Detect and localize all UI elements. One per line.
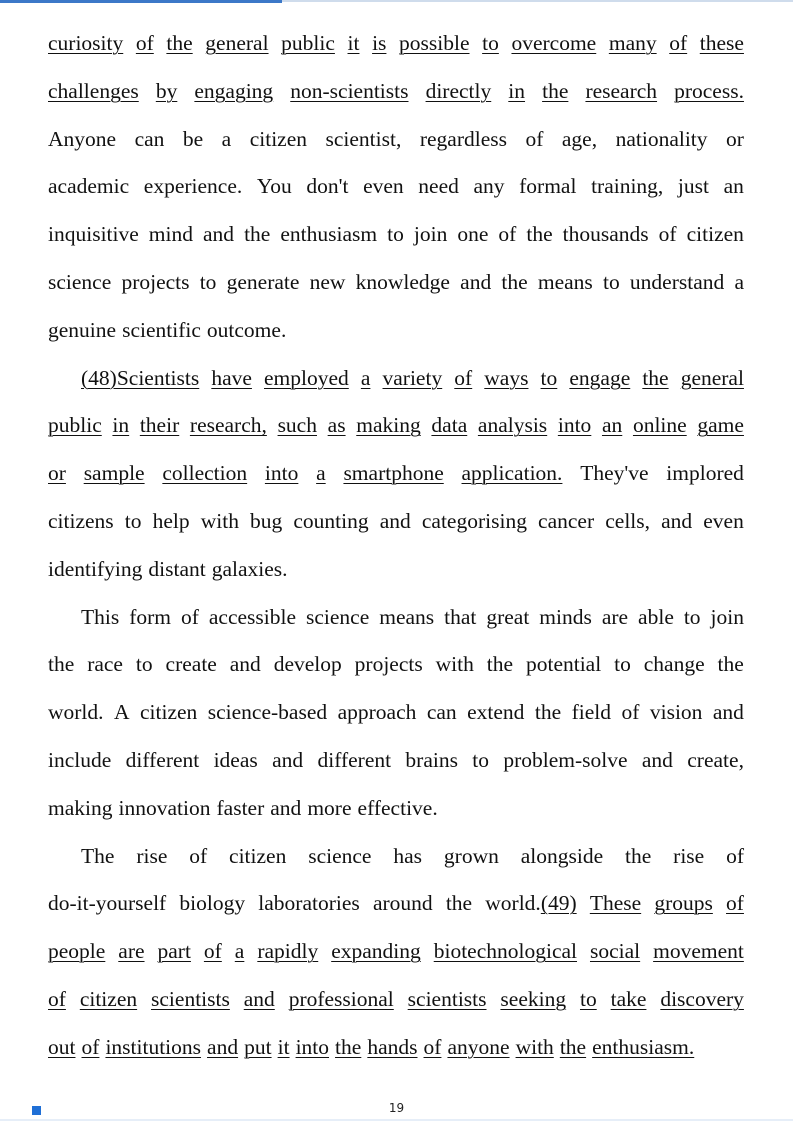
- word: collection: [162, 461, 248, 486]
- word: engaging: [194, 78, 274, 103]
- word: can: [426, 700, 457, 725]
- text-line: [48, 689, 744, 737]
- word: to: [540, 365, 558, 390]
- word: such: [277, 413, 317, 438]
- word: many: [608, 31, 657, 55]
- text-line: [48, 450, 744, 498]
- word: a: [234, 939, 245, 964]
- word: in: [112, 413, 130, 438]
- word: a: [221, 126, 232, 151]
- word: have: [211, 365, 252, 390]
- word: rise: [136, 843, 168, 868]
- word: and: [270, 795, 302, 820]
- word: their: [139, 413, 180, 438]
- word: the: [501, 269, 528, 294]
- word: professional: [288, 986, 394, 1011]
- word: sample: [83, 461, 145, 486]
- word: identifying: [48, 556, 143, 581]
- word: can: [134, 126, 165, 151]
- word: are: [601, 604, 629, 629]
- word: enthusiasm: [280, 222, 378, 247]
- word: public: [281, 31, 335, 55]
- word: engage: [569, 365, 631, 390]
- word: making: [356, 413, 421, 438]
- word: put: [244, 1034, 272, 1059]
- word: and: [460, 269, 492, 294]
- word: a: [316, 461, 326, 486]
- word: scientist,: [325, 126, 402, 151]
- word: include: [48, 747, 112, 772]
- word: movement: [653, 939, 744, 964]
- word: into: [264, 461, 299, 486]
- word: great: [486, 604, 530, 629]
- word: citizen: [249, 126, 308, 151]
- word: projects: [354, 652, 423, 677]
- word: rise: [673, 843, 705, 868]
- word: around: [372, 891, 433, 916]
- word: to: [614, 652, 631, 677]
- top-header-rule: [0, 0, 793, 3]
- word: the: [526, 222, 553, 247]
- word: and: [203, 222, 235, 247]
- word: and: [243, 986, 275, 1011]
- word: citizen: [229, 843, 287, 868]
- word: into: [557, 413, 592, 438]
- word: means: [537, 269, 593, 294]
- word: and: [712, 700, 744, 725]
- word: citizen: [686, 222, 744, 247]
- word: citizens: [48, 508, 114, 533]
- word: scientific: [122, 317, 201, 342]
- word: Anyone: [48, 126, 117, 151]
- word: A: [114, 700, 130, 725]
- word: these: [699, 31, 744, 55]
- word: enthusiasm.: [592, 1034, 695, 1059]
- word: discovery: [660, 986, 744, 1011]
- word: create,: [687, 747, 744, 772]
- word: of: [726, 843, 744, 868]
- word: nationality: [615, 126, 708, 151]
- word: develop: [273, 652, 342, 677]
- text-line: [48, 1024, 744, 1072]
- word: employed: [264, 365, 349, 390]
- word: thousands: [562, 222, 649, 247]
- word: online: [632, 413, 687, 438]
- word: hands: [367, 1034, 418, 1059]
- text-line: [48, 928, 744, 976]
- word: field: [571, 700, 612, 725]
- word: and: [379, 508, 411, 533]
- word: join: [413, 222, 448, 247]
- word: an: [723, 174, 744, 199]
- word: just: [677, 174, 709, 199]
- word: of: [658, 222, 677, 247]
- word: of: [135, 31, 154, 55]
- word: analysis: [477, 413, 548, 438]
- word: The: [81, 843, 115, 868]
- text-line: [48, 355, 744, 403]
- word: in: [508, 78, 526, 103]
- word: science: [48, 269, 112, 294]
- word: do-it-yourself: [48, 891, 167, 916]
- word: an: [601, 413, 623, 438]
- word: to: [579, 986, 597, 1011]
- word: of: [669, 31, 688, 55]
- word: cancer: [538, 508, 595, 533]
- word: overcome: [511, 31, 597, 55]
- word: and: [229, 652, 261, 677]
- word: to: [482, 31, 499, 55]
- text-line: [48, 880, 744, 928]
- word: game: [697, 413, 744, 438]
- word: even: [703, 508, 744, 533]
- word: the: [559, 1034, 587, 1059]
- word: brains: [405, 747, 458, 772]
- word: a: [734, 269, 744, 294]
- word: different: [125, 747, 200, 772]
- word: public: [48, 413, 102, 438]
- word: potential: [525, 652, 602, 677]
- word: the: [48, 652, 75, 677]
- page-number: 19: [388, 1101, 405, 1115]
- word: are: [118, 939, 145, 964]
- word: of: [180, 604, 199, 629]
- word: effective.: [357, 795, 438, 820]
- text-line: [48, 498, 744, 546]
- word: and: [207, 1034, 239, 1059]
- word: vision: [649, 700, 703, 725]
- word: of: [726, 891, 744, 916]
- word: scientists: [407, 986, 487, 1011]
- word: social: [589, 939, 641, 964]
- word: categorising: [421, 508, 527, 533]
- word: institutions: [105, 1034, 202, 1059]
- word: change: [643, 652, 705, 677]
- word: ways: [484, 365, 529, 390]
- word: world.: [48, 700, 104, 725]
- word: of: [81, 1034, 100, 1059]
- page-marker-icon: [32, 1106, 41, 1115]
- word: and: [272, 747, 304, 772]
- word: by: [155, 78, 178, 103]
- word: anyone: [447, 1034, 510, 1059]
- word: of: [203, 939, 222, 964]
- text-line: [48, 68, 744, 116]
- word: variety: [382, 365, 443, 390]
- word: it: [347, 31, 360, 55]
- word: accessible: [208, 604, 297, 629]
- word: need: [418, 174, 459, 199]
- word: even: [363, 174, 404, 199]
- word: is: [372, 31, 387, 55]
- word: regardless: [419, 126, 507, 151]
- word: to: [683, 604, 701, 629]
- word: to: [472, 747, 490, 772]
- text-line: [48, 833, 744, 881]
- word: into: [295, 1034, 330, 1059]
- word: the: [445, 891, 473, 916]
- word: challenges: [48, 78, 139, 103]
- text-line: [48, 976, 744, 1024]
- header-rule-accent: [0, 0, 282, 3]
- word: formal: [519, 174, 577, 199]
- word: research: [585, 78, 658, 103]
- word: alongside: [520, 843, 604, 868]
- word: or: [726, 126, 744, 151]
- word: a: [360, 365, 371, 390]
- text-line: [48, 211, 744, 259]
- word: cells,: [605, 508, 651, 533]
- word: the: [534, 700, 562, 725]
- word: science-based: [207, 700, 328, 725]
- word: galaxies.: [211, 556, 288, 581]
- text-line: [48, 546, 744, 594]
- word: it: [277, 1034, 290, 1059]
- word: the: [335, 1034, 362, 1059]
- word: ideas: [213, 747, 258, 772]
- word: of: [621, 700, 640, 725]
- word: as: [327, 413, 346, 438]
- word: with: [435, 652, 474, 677]
- word: science: [305, 604, 370, 629]
- word: This: [81, 604, 120, 629]
- word: different: [317, 747, 392, 772]
- word: These: [589, 891, 642, 916]
- word: directly: [425, 78, 492, 103]
- word: implored: [666, 461, 744, 486]
- word: with: [200, 508, 239, 533]
- text-line: [48, 163, 744, 211]
- word: with: [515, 1034, 554, 1059]
- word: knowledge: [355, 269, 450, 294]
- word: join: [710, 604, 744, 629]
- word: to: [603, 269, 620, 294]
- word: innovation: [118, 795, 211, 820]
- word: create: [165, 652, 217, 677]
- word: laboratories: [258, 891, 360, 916]
- word: citizen: [79, 986, 138, 1011]
- word: outcome.: [206, 317, 287, 342]
- word: biotechnological: [433, 939, 578, 964]
- word: be: [182, 126, 204, 151]
- word: grown: [443, 843, 499, 868]
- word: rapidly: [257, 939, 319, 964]
- document-body: [48, 20, 744, 1072]
- word: possible: [399, 31, 470, 55]
- word: out: [48, 1034, 76, 1059]
- word: extend: [467, 700, 525, 725]
- word: understand: [629, 269, 725, 294]
- word: the: [625, 843, 652, 868]
- word: that: [444, 604, 477, 629]
- word: of: [423, 1034, 442, 1059]
- word: the: [486, 652, 514, 677]
- word: of: [454, 365, 473, 390]
- word: form: [129, 604, 171, 629]
- word: to: [124, 508, 142, 533]
- word: more: [307, 795, 352, 820]
- word: of: [525, 126, 544, 151]
- word: people: [48, 939, 106, 964]
- word: data: [431, 413, 468, 438]
- word: You: [256, 174, 292, 199]
- word: generate: [226, 269, 300, 294]
- word: the: [717, 652, 744, 677]
- word: science: [308, 843, 372, 868]
- word: world.(49): [485, 891, 577, 916]
- word: the: [642, 365, 669, 390]
- word: seeking: [500, 986, 567, 1011]
- word: don't: [306, 174, 349, 199]
- word: and: [641, 747, 673, 772]
- word: mind: [148, 222, 193, 247]
- word: academic: [48, 174, 130, 199]
- word: to: [135, 652, 153, 677]
- text-line: [48, 785, 744, 833]
- word: new: [309, 269, 346, 294]
- word: inquisitive: [48, 222, 139, 247]
- text-line: [48, 116, 744, 164]
- word: non-scientists: [290, 78, 409, 103]
- text-line: [48, 402, 744, 450]
- word: the: [542, 78, 569, 103]
- word: scientists: [151, 986, 230, 1011]
- word: smartphone: [343, 461, 444, 486]
- word: They've: [580, 461, 649, 486]
- word: means: [379, 604, 435, 629]
- word: or: [48, 461, 66, 486]
- word: to: [387, 222, 404, 247]
- word: application.: [461, 461, 563, 486]
- word: genuine: [48, 317, 117, 342]
- text-line: [48, 20, 744, 68]
- word: to: [199, 269, 217, 294]
- word: citizen: [139, 700, 198, 725]
- word: training,: [591, 174, 664, 199]
- word: minds: [539, 604, 592, 629]
- word: problem-solve: [503, 747, 628, 772]
- word: process.: [674, 78, 744, 103]
- word: faster: [216, 795, 265, 820]
- word: curiosity: [48, 31, 124, 55]
- word: experience.: [143, 174, 243, 199]
- word: making: [48, 795, 113, 820]
- word: (48)Scientists: [81, 365, 200, 390]
- word: part: [157, 939, 191, 964]
- text-line: [48, 259, 744, 307]
- word: help: [152, 508, 190, 533]
- word: take: [610, 986, 647, 1011]
- word: groups: [654, 891, 713, 916]
- word: age,: [561, 126, 598, 151]
- text-line: [48, 307, 744, 355]
- word: any: [473, 174, 505, 199]
- word: able: [638, 604, 674, 629]
- word: of: [498, 222, 517, 247]
- text-line: [48, 641, 744, 689]
- word: has: [393, 843, 423, 868]
- word: counting: [293, 508, 369, 533]
- word: bug: [250, 508, 283, 533]
- text-line: [48, 737, 744, 785]
- word: research,: [189, 413, 267, 438]
- word: the: [166, 31, 193, 55]
- word: general: [205, 31, 269, 55]
- word: general: [680, 365, 744, 390]
- word: and: [661, 508, 693, 533]
- word: of: [189, 843, 208, 868]
- word: approach: [337, 700, 417, 725]
- word: biology: [179, 891, 246, 916]
- text-line: [48, 594, 744, 642]
- word: distant: [148, 556, 206, 581]
- word: expanding: [331, 939, 421, 964]
- word: of: [48, 986, 66, 1011]
- word: one: [457, 222, 489, 247]
- header-rule-line: [282, 0, 793, 2]
- word: the: [244, 222, 271, 247]
- word: race: [87, 652, 123, 677]
- word: projects: [121, 269, 190, 294]
